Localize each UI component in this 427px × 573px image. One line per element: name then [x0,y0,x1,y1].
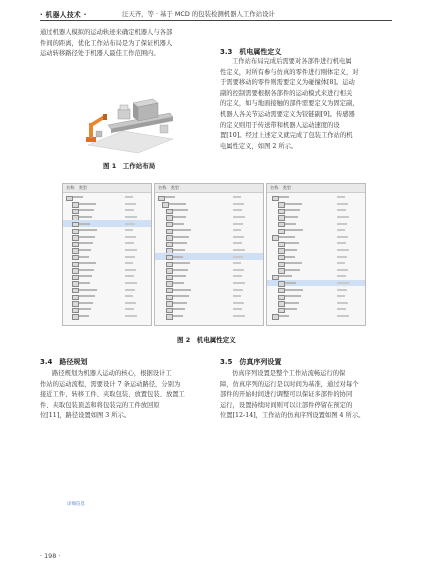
header-rule [40,20,392,21]
journal-section-label: · 机器人技术 · [40,11,87,19]
node-label-bar [173,236,189,238]
node-label-bar [79,289,97,291]
text-line: 通过机器人模拟的运动轨迹来确定机器人与各部 [40,29,173,36]
tree-row[interactable] [63,227,151,234]
node-type-bar [233,249,245,251]
tree-row[interactable] [63,306,151,313]
tree-row[interactable] [155,273,263,280]
text-line: 于需要移动的零件则需要定义为碰撞体[8]。运动 [220,79,355,87]
node-label-bar [79,229,97,231]
node-type-bar [233,209,242,211]
node-type-bar [337,242,346,244]
left-intro-paragraph [40,28,210,60]
tree-row[interactable] [267,220,365,227]
node-type-bar [125,275,134,277]
node-label-bar [285,216,298,218]
node-type-bar [337,216,349,218]
text-line: 电属性定义，如图 2 所示。 [220,142,298,150]
node-label-bar [173,209,188,211]
page-number: · 198 · [40,552,61,560]
node-type-bar [337,295,345,297]
text-line: 运动转移路径处于机器人最佳工作范围内。 [40,50,160,58]
text-line: 运行，设置持续时间则可以让部件停留在预定的 [220,401,353,409]
node-type-bar [125,229,133,231]
tree-row[interactable] [63,267,151,274]
node-type-bar [337,203,348,205]
section-3-4-body [40,369,210,422]
node-type-bar [337,229,345,231]
node-type-bar [337,282,349,284]
node-type-bar [233,196,241,198]
section-3-3-heading: 3.3 机电属性定义 [220,48,282,56]
node-type-bar [337,269,348,271]
tree-row[interactable] [63,260,151,267]
node-icon [166,314,173,320]
text-line: 置[10]。经过上述定义就完成了包装工作站的机 [220,132,353,140]
figure1-caption: 图 1 工作站布局 [103,162,156,170]
section-3-4-heading: 3.4 路径规划 [40,358,88,366]
node-type-bar [337,249,349,251]
node-label-bar [285,229,303,231]
section-3-5-body [220,369,392,422]
tree-row[interactable] [267,306,365,313]
tree-row[interactable] [155,240,263,247]
panel-header: 名称 类型 [267,184,365,193]
node-type-bar [233,203,244,205]
tree-row[interactable] [63,313,151,320]
node-label-bar [173,275,186,277]
tree-row[interactable] [267,260,365,267]
node-label-bar [285,282,296,284]
node-label-bar [79,262,96,264]
node-type-bar [125,196,133,198]
text-line: 的定义，如与地面接触的部件需要定义为固定副， [220,100,359,108]
node-type-bar [233,223,243,225]
tree-row[interactable] [267,240,365,247]
node-label-bar [79,223,90,225]
text-line: 部件的开始时间进行调整可以保证多部件的协同 [220,391,353,399]
node-label-bar [285,249,297,251]
tree-row[interactable] [155,306,263,313]
tree-row[interactable] [267,247,365,254]
node-label-bar [79,295,95,297]
node-icon [72,314,79,320]
node-type-bar [125,209,134,211]
tree-row[interactable] [267,286,365,293]
text-line: 仿真序列设置是整个工作站流畅运行的保 [232,370,346,377]
tree-row[interactable] [267,227,365,234]
node-type-bar [337,302,348,304]
node-label-bar [169,203,186,205]
node-type-bar [125,223,135,225]
text-line: 的定义则用于传送带和机器人运动速度的设 [220,121,340,129]
details-link[interactable]: 详细信息 [67,502,85,507]
node-label-bar [173,269,188,271]
node-icon [272,314,279,320]
node-type-bar [125,249,137,251]
tree-row[interactable] [63,280,151,287]
node-label-bar [79,203,96,205]
node-type-bar [233,269,244,271]
text-line: 接近工件、转移工件、夹取包装、放置包装、放置工 [40,391,185,399]
node-type-bar [125,302,136,304]
tree-row[interactable] [155,194,263,201]
node-type-bar [125,256,135,258]
workstation-layout-figure [78,95,176,155]
node-type-bar [337,256,347,258]
article-running-title: 汪天齐，等 · 基于 MCD 的包装检测机器人工作站设计 [122,10,275,18]
node-type-bar [337,236,348,238]
node-label-bar [279,315,289,317]
tree-row[interactable] [155,220,263,227]
tree-row[interactable] [63,293,151,300]
tree-row[interactable] [155,201,263,208]
tree-row[interactable] [63,286,151,293]
node-type-bar [233,289,243,291]
tree-row[interactable] [155,300,263,307]
tree-row[interactable] [155,293,263,300]
tree-row[interactable] [63,240,151,247]
tree-row[interactable] [267,194,365,201]
tree-row[interactable] [267,280,365,287]
node-label-bar [279,236,295,238]
node-label-bar [165,196,175,198]
tree-row[interactable] [267,234,365,241]
node-label-bar [173,216,186,218]
section-3-3-body [220,57,392,152]
node-label-bar [173,223,184,225]
tree-row[interactable] [63,300,151,307]
node-label-bar [79,216,92,218]
tree-row[interactable] [63,253,151,260]
node-label-bar [285,269,300,271]
tree-row[interactable] [155,280,263,287]
node-label-bar [285,256,295,258]
node-label-bar [285,209,300,211]
node-label-bar [79,256,89,258]
text-line: 件、夹取包装顶盖和将包装完的工件放回原 [40,401,160,409]
node-type-bar [337,315,349,317]
node-type-bar [125,308,134,310]
node-type-bar [233,256,243,258]
text-line: 作站的运动流程，需要设计 7 条运动路径，分别为 [40,380,181,388]
node-type-bar [337,196,345,198]
node-type-bar [233,302,244,304]
node-label-bar [173,308,185,310]
node-label-bar [285,308,297,310]
tree-row[interactable] [63,273,151,280]
tree-row[interactable] [267,300,365,307]
node-label-bar [79,308,91,310]
node-label-bar [173,295,189,297]
node-label-bar [79,242,93,244]
node-type-bar [337,275,346,277]
node-type-bar [337,209,346,211]
node-label-bar [173,249,185,251]
panel-header: 名称 类型 [155,184,263,193]
tree-row[interactable] [267,293,365,300]
node-label-bar [173,289,191,291]
tree-row[interactable] [63,214,151,221]
node-type-bar [125,236,136,238]
node-type-bar [337,223,347,225]
node-label-bar [173,282,184,284]
node-type-bar [233,282,245,284]
node-type-bar [125,269,136,271]
node-label-bar [173,229,191,231]
node-type-bar [125,216,137,218]
node-label-bar [285,295,301,297]
text-line: 路径规划为机器人运动的核心，根据设计工 [52,370,172,377]
tree-row[interactable] [267,253,365,260]
tree-row[interactable] [155,234,263,241]
node-type-bar [337,262,345,264]
text-line: 性定义，对所有参与仿真的零件进行刚体定义，对 [220,68,359,76]
node-label-bar [79,209,94,211]
text-line: 位置[12-14]，工作站的仿真序列设置如图 4 所示。 [220,412,365,420]
node-label-bar [285,289,303,291]
tree-row[interactable] [267,207,365,214]
node-label-bar [279,196,289,198]
tree-row[interactable] [63,220,151,227]
text-line: 件间的距离，优化工作站布局是为了保证机器人 [40,39,173,47]
panel-header: 名称 类型 [63,184,151,193]
text-line: 位[11]，路径设置如图 3 所示。 [40,412,131,420]
tree-row[interactable] [267,267,365,274]
node-type-bar [233,216,245,218]
node-label-bar [173,256,183,258]
node-label-bar [285,203,302,205]
physics-navigator-panel-2 [154,183,264,326]
node-type-bar [125,295,133,297]
figure2-caption: 图 2 机电属性定义 [177,336,236,344]
tree-row[interactable] [155,286,263,293]
node-type-bar [233,308,242,310]
node-label-bar [79,275,92,277]
node-label-bar [79,249,91,251]
tree-row[interactable] [267,273,365,280]
tree-row[interactable] [155,207,263,214]
tree-row[interactable] [155,260,263,267]
node-label-bar [285,302,299,304]
tree-row[interactable] [155,214,263,221]
tree-row[interactable] [155,267,263,274]
node-type-bar [233,275,242,277]
text-line: 障，仿真序列的运行是以时间为基准，通过对每个 [220,380,359,388]
tree-row[interactable] [267,201,365,208]
tree-row[interactable] [155,247,263,254]
tree-row[interactable] [63,207,151,214]
tree-row[interactable] [63,234,151,241]
tree-row[interactable] [63,247,151,254]
node-type-bar [125,242,134,244]
node-label-bar [79,282,90,284]
node-label-bar [285,223,296,225]
node-type-bar [125,203,136,205]
node-type-bar [125,282,137,284]
tree-row[interactable] [63,201,151,208]
tree-row[interactable] [63,194,151,201]
node-type-bar [125,262,133,264]
node-label-bar [73,196,83,198]
node-type-bar [125,289,135,291]
node-type-bar [337,308,346,310]
tree-row[interactable] [267,313,365,320]
node-type-bar [337,289,347,291]
node-label-bar [79,269,94,271]
node-type-bar [233,315,245,317]
node-type-bar [233,229,241,231]
node-type-bar [233,262,241,264]
node-label-bar [79,315,89,317]
node-label-bar [279,275,292,277]
node-label-bar [173,315,183,317]
node-label-bar [285,242,299,244]
text-line: 机器人各关节运动需要定义为铰链副[9]。传感器 [220,110,355,118]
section-3-5-heading: 3.5 仿真序列设置 [220,358,282,366]
node-label-bar [79,302,93,304]
node-type-bar [233,242,242,244]
tree-row[interactable] [267,214,365,221]
node-type-bar [233,295,241,297]
text-line: 工作站布局完成后需要对各部件进行机电属 [232,58,352,65]
node-label-bar [173,262,190,264]
text-line: 副的控制需要根据各部件的运动模式来进行相关 [220,89,353,97]
tree-row[interactable] [155,313,263,320]
node-label-bar [285,262,302,264]
physics-navigator-panel-3 [266,183,366,326]
node-type-bar [125,315,137,317]
tree-row[interactable] [155,253,263,260]
tree-row[interactable] [155,227,263,234]
node-label-bar [173,242,187,244]
node-label-bar [79,236,95,238]
node-label-bar [173,302,187,304]
node-type-bar [233,236,244,238]
